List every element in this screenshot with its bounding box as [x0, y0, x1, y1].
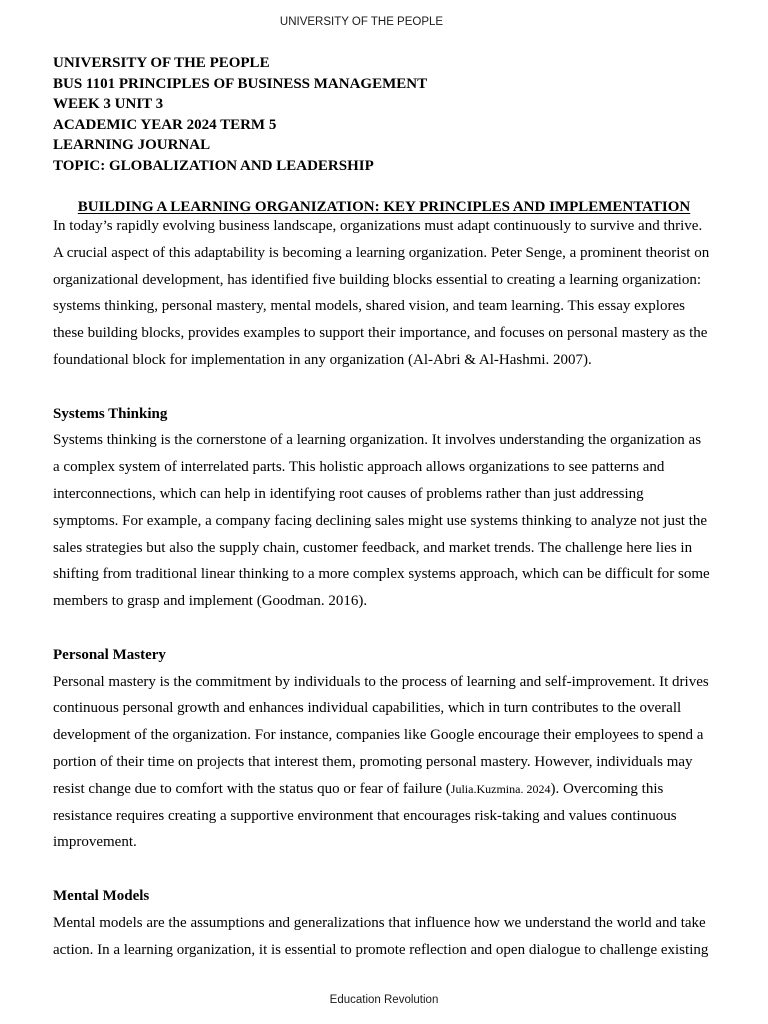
title-block-line: ACADEMIC YEAR 2024 TERM 5 [53, 116, 277, 133]
line-text: ). Overcoming this [550, 780, 664, 797]
paragraph-line: Mental models are the assumptions and generalizations that influence how we understand the world and take [53, 914, 706, 931]
essay-body [53, 213, 723, 963]
essay-title: BUILDING A LEARNING ORGANIZATION: KEY PRINCIPLES AND IMPLEMENTATION [77, 199, 691, 215]
page-header: UNIVERSITY OF THE PEOPLE [279, 16, 444, 28]
paragraph-line: improvement. [53, 834, 137, 851]
paragraph-line: a complex system of interrelated parts. This holistic approach allows organizations to see patterns and [53, 459, 665, 476]
paragraph-line: symptoms. For example, a company facing declining sales might use systems thinking to analyze not just the [53, 512, 708, 529]
paragraph-line: members to grasp and implement (Goodman. 2016). [53, 593, 368, 610]
paragraph-line: shifting from traditional linear thinking to a more complex systems approach, which can be difficult for some [53, 566, 710, 583]
paragraph-line: continuous personal growth and enhances individual capabilities, which in turn contributes to the overall [53, 700, 682, 717]
paragraph-line: organizational development, has identified five building blocks essential to creating a learning organization: [53, 271, 702, 288]
section-mental-models [53, 883, 723, 963]
paragraph-line [53, 776, 723, 803]
paragraph-line: Personal mastery is the commitment by individuals to the process of learning and self-improvement. It drives [53, 673, 709, 690]
blank-line [53, 856, 723, 883]
section-heading: Mental Models [53, 887, 150, 904]
title-block [53, 53, 427, 177]
paragraph-line: these building blocks, provides examples to support their importance, and focuses on personal mastery as the [53, 325, 708, 342]
paragraph-line: In today’s rapidly evolving business landscape, organizations must adapt continuously to survive and thrive. [53, 218, 703, 234]
title-block-line: WEEK 3 UNIT 3 [53, 96, 164, 113]
line-text: resist change due to comfort with the status quo or fear of failure ( [53, 780, 451, 797]
paragraph-line: Systems thinking is the cornerstone of a learning organization. It involves understanding the organization as [53, 432, 702, 449]
title-block-line: TOPIC: GLOBALIZATION AND LEADERSHIP [53, 157, 374, 174]
title-block-line: UNIVERSITY OF THE PEOPLE [53, 55, 270, 71]
blank-line [53, 615, 723, 642]
paragraph-line: A crucial aspect of this adaptability is becoming a learning organization. Peter Senge, a prominent theorist on [53, 244, 710, 261]
paragraph-line: interconnections, which can help in identifying root causes of problems rather than just addressing [53, 485, 644, 502]
section-personal-mastery [53, 642, 723, 856]
paragraph-line: systems thinking, personal mastery, mental models, shared vision, and team learning. This essay explores [53, 298, 685, 315]
section-heading: Systems Thinking [53, 405, 168, 422]
paragraph-line: portion of their time on projects that interest them, promoting personal mastery. However, individuals may [53, 753, 693, 770]
paragraph-line: action. In a learning organization, it is essential to promote reflection and open dialogue to challenge existing [53, 941, 709, 958]
paragraph-line: sales strategies but also the supply chain, customer feedback, and market trends. The challenge here lies in [53, 539, 693, 556]
introduction-paragraph [53, 213, 723, 374]
paragraph-line: development of the organization. For instance, companies like Google encourage their employees to spend a [53, 727, 704, 744]
blank-line [53, 374, 723, 401]
page-footer: Education Revolution [329, 994, 439, 1006]
paragraph-line: resistance requires creating a supportive environment that encourages risk-taking and values continuous [53, 807, 677, 824]
title-block-line: LEARNING JOURNAL [53, 137, 211, 154]
citation-text: Julia.Kuzmina. 2024 [450, 781, 551, 796]
paragraph-line: foundational block for implementation in any organization (Al-Abri & Al-Hashmi. 2007). [53, 351, 592, 368]
section-heading: Personal Mastery [53, 646, 166, 663]
title-block-line: BUS 1101 PRINCIPLES OF BUSINESS MANAGEMENT [53, 75, 428, 92]
section-systems-thinking [53, 401, 723, 615]
